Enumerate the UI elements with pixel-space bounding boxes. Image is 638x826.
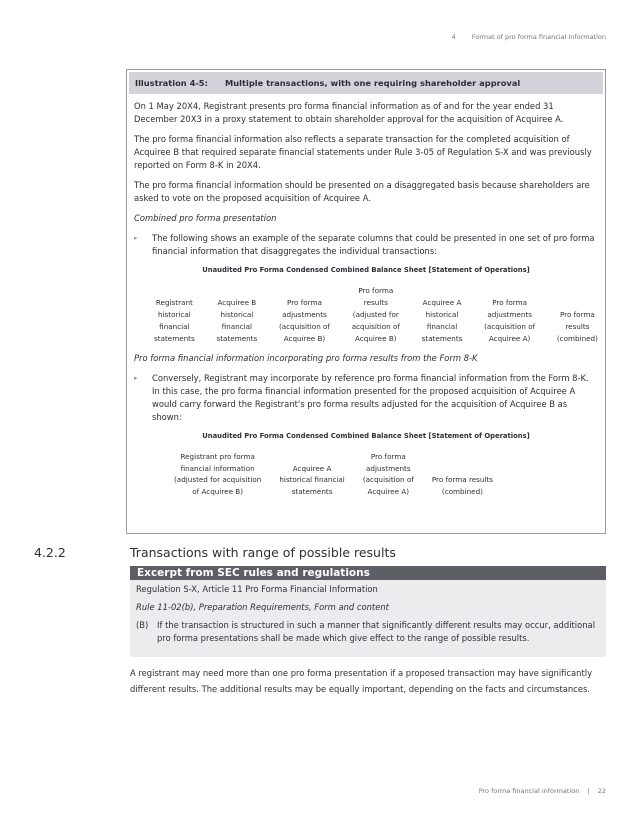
bullet-item-1 [134, 232, 598, 258]
footer-title: Pro forma financial information [478, 787, 580, 795]
running-header [452, 33, 607, 41]
table2-col: Acquiree A historical financial statements [279, 463, 345, 496]
table1-caption: Unaudited Pro Forma Condensed Combined Balance Sheet [Statement of Operations] [202, 266, 530, 274]
subhead-form-8k: Pro forma financial information incorporating pro forma results from the Form 8-K [134, 353, 478, 363]
table1-columns [134, 285, 598, 345]
illustration-label: Illustration 4-5: [135, 78, 208, 88]
table1-col: Pro forma results (combined) [556, 310, 598, 343]
excerpt-header: Excerpt from SEC rules and regulations [130, 566, 606, 580]
rule-item-tag: (B) [136, 620, 149, 630]
illustration-paragraph-2: The pro forma financial information also reflects a separate transaction for the completed acquisition of Acquiree B that required separate financial statements under Rule 3-05 of Regulation S-X and was previously reported on Form 8-K in 20X4. [134, 134, 592, 170]
table1-col: Pro forma adjustments (acquisition of Acquiree A) [484, 298, 536, 343]
page-number: 22 [597, 787, 606, 795]
bullet-text-2: Conversely, Registrant may incorporate by reference pro forma financial information from the Form 8-K. In this case, the pro forma financial information presented for the proposed acquisition of Acquiree A would carry forward the Registrant's pro forma results adjusted for the acquisition of Acquiree B as shown: [152, 373, 589, 422]
table1-col: Pro forma adjustments (acquisition of Acquiree B) [278, 298, 330, 343]
bullet-marker-icon: ▸ [134, 234, 138, 242]
illustration-title-bar [129, 72, 603, 94]
running-footer [479, 787, 606, 795]
table1-col: Registrant historical financial statements [154, 298, 195, 343]
excerpt-body [130, 580, 606, 657]
chapter-title: Format of pro forma financial information [471, 33, 606, 41]
table1-col: Acquiree B historical financial statements [216, 298, 258, 343]
table2-columns [134, 451, 598, 497]
table2-col: Pro forma results (combined) [431, 475, 494, 496]
subhead-combined: Combined pro forma presentation [134, 213, 277, 223]
footer-separator: | [587, 787, 590, 795]
illustration-paragraph-3: The pro forma financial information should be presented on a disaggregated basis because shareholders are asked to vote on the proposed acquisition of Acquiree A. [134, 180, 590, 203]
bullet-item-2 [134, 372, 598, 424]
illustration-title: Multiple transactions, with one requiring shareholder approval [225, 78, 521, 88]
body-paragraph: A registrant may need more than one pro forma presentation if a proposed transaction may have significantly different results. The additional results may be equally important, depending on the facts and circumstances. [130, 668, 593, 694]
excerpt-rule: Rule 11-02(b), Preparation Requirements, Form and content [136, 602, 389, 612]
section-number: 4.2.2 [34, 545, 66, 560]
rule-item-text: If the transaction is structured in such a manner that significantly different results may occur, additional pro forma presentations shall be made which give effect to the range of possible results. [157, 620, 596, 643]
excerpt-rule-item [136, 619, 600, 645]
section-title: Transactions with range of possible results [130, 545, 396, 560]
table1-col: Pro forma results (adjusted for acquisition of Acquiree B) [351, 286, 400, 343]
chapter-number: 4 [451, 33, 456, 41]
table2-col: Pro forma adjustments (acquisition of Acquiree A) [362, 452, 414, 496]
illustration-paragraph-1: On 1 May 20X4, Registrant presents pro forma financial information as of and for the year ended 31 December 20X3 in a proxy statement to obtain shareholder approval for the acquisition of Acquiree A. [134, 101, 564, 124]
excerpt-regulation: Regulation S-X, Article 11 Pro Forma Financial Information [136, 584, 378, 594]
bullet-marker-icon: ▸ [134, 374, 138, 382]
illustration-box [126, 69, 606, 534]
illustration-body [127, 94, 605, 497]
table2-col: Registrant pro forma financial information (adjusted for acquisition of Acquiree B) [174, 452, 262, 496]
table2-caption: Unaudited Pro Forma Condensed Combined Balance Sheet [Statement of Operations] [202, 432, 530, 440]
table1-col: Acquiree A historical financial statements [421, 298, 463, 343]
bullet-text-1: The following shows an example of the separate columns that could be presented in one set of pro forma financial information that disaggregates the individual transactions: [152, 233, 595, 256]
